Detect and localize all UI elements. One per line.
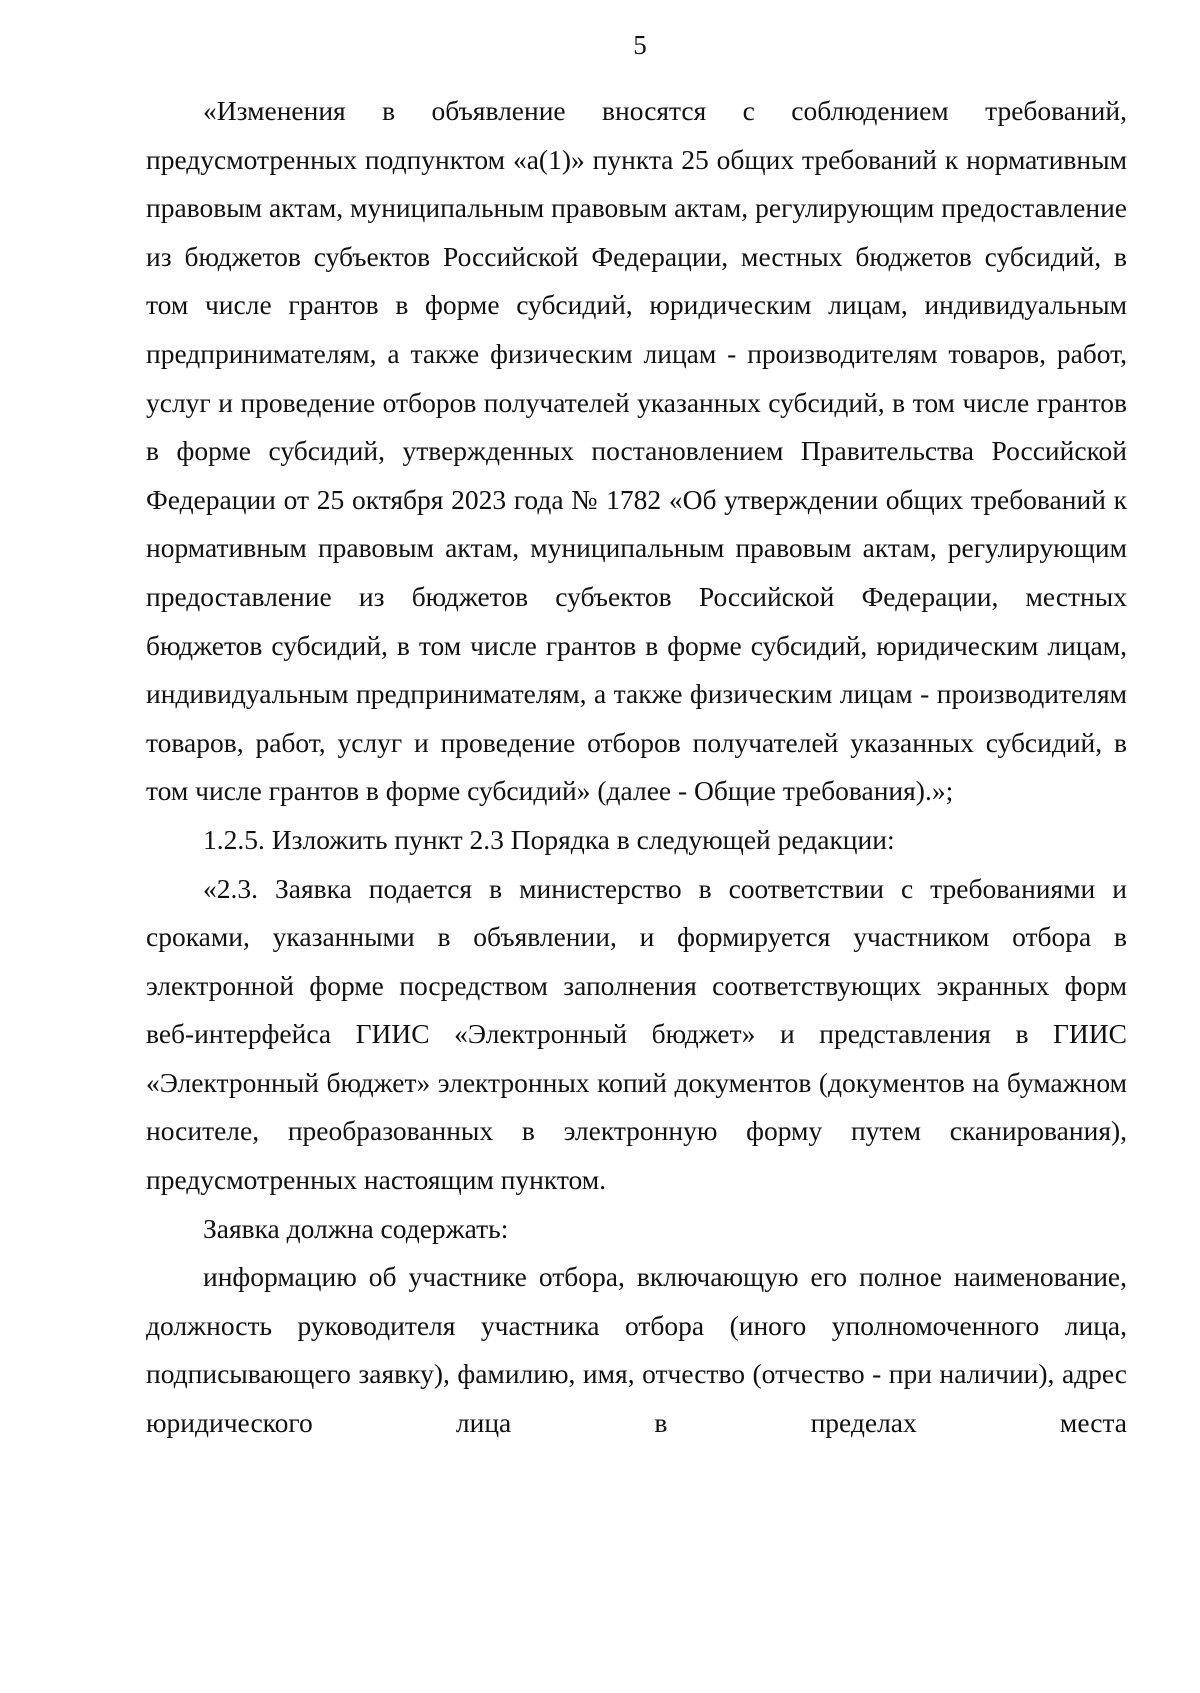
paragraph-participant-info: информацию об участнике отбора, включающую его полное наименование, должность руководителя участника отбора (иного уполномоченного лица, подписывающего заявку), фамилию, имя, отчество (отчество - при наличии), адрес юридического лица в пределах места — [146, 1261, 1127, 1439]
page-number: 5 — [633, 30, 647, 60]
document-body — [146, 87, 1127, 1448]
paragraph-clause-2-3: «2.3. Заявка подается в министерство в соответствии с требованиями и сроками, указанными в объявлении, и формируется участником отбора в электронной форме посредством заполнения соответствующих экранных форм веб-интерфейса ГИИС «Электронный бюджет» и представления в ГИИС «Электронный бюджет» электронных копий документов (документов на бумажном носителе, преобразованных в электронную форму путем сканирования), предусмотренных настоящим пунктом. — [146, 872, 1127, 1196]
paragraph-clause-1-2-5: 1.2.5. Изложить пункт 2.3 Порядка в следующей редакции: — [203, 823, 895, 855]
paragraph-amendment-quote: «Изменения в объявление вносятся с соблюдением требований, предусмотренных подпунктом «а(1)» пункта 25 общих требований к нормативным правовым актам, муниципальным правовым актам, регулирующим предоставление из бюджетов субъектов Российской Федерации, местных бюджетов субсидий, в том числе грантов в форме субсидий, юридическим лицам, индивидуальным предпринимателям, а также физическим лицам - производителям товаров, работ, услуг и проведение отборов получателей указанных субсидий, в том числе грантов в форме субсидий, утвержденных постановлением Правительства Российской Федерации от 25 октября 2023 года № 1782 «Об утверждении общих требований к нормативным правовым актам, муниципальным правовым актам, регулирующим предоставление из бюджетов субъектов Российской Федерации, местных бюджетов субсидий, в том числе грантов в форме субсидий, юридическим лицам, индивидуальным предпринимателям, а также физическим лицам - производителям товаров, работ, услуг и проведение отборов получателей указанных субсидий, в том числе грантов в форме субсидий» (далее - Общие требования).»; — [146, 95, 1127, 807]
paragraph-application-contents: Заявка должна содержать: — [203, 1212, 509, 1244]
